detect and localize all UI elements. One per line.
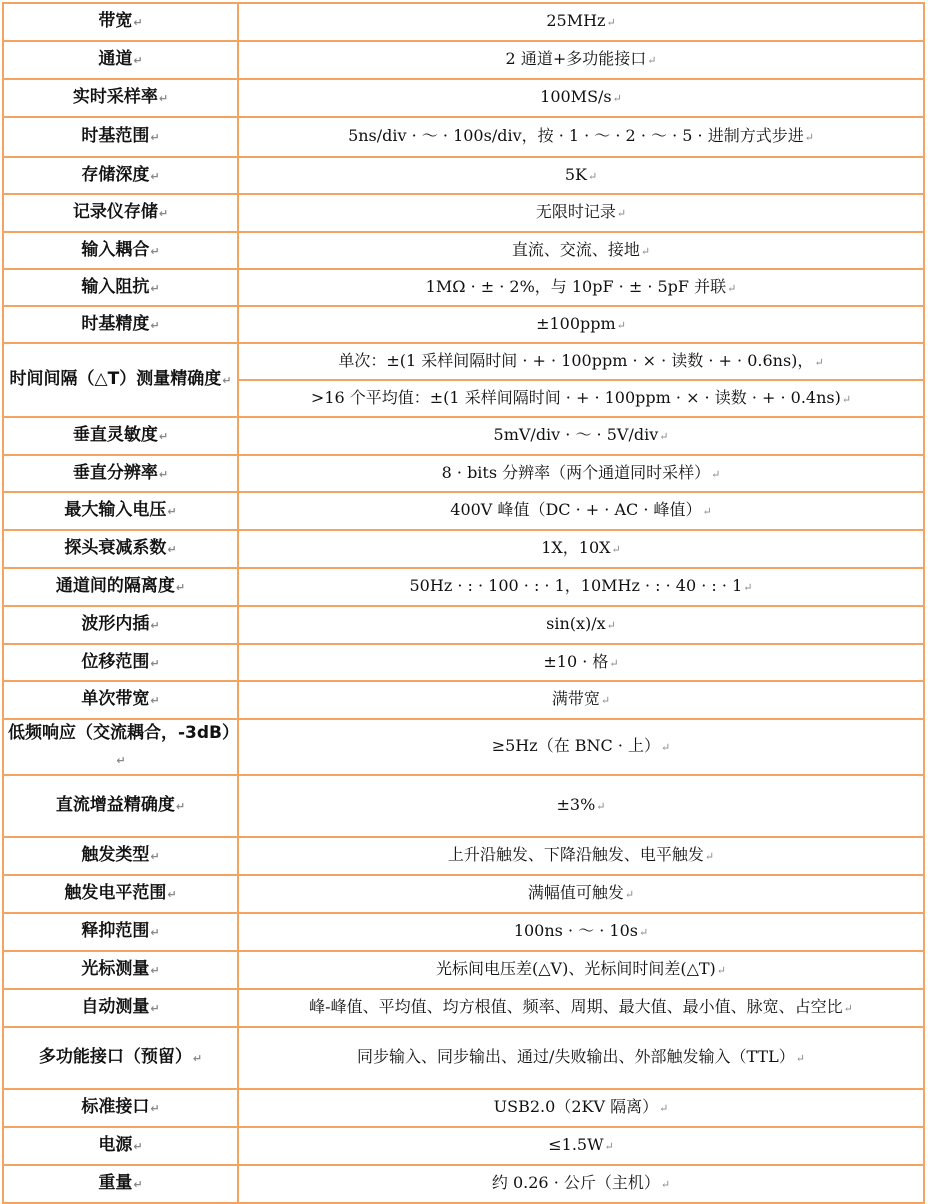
table-row [3, 417, 924, 455]
spec-value [238, 3, 924, 41]
table-row [3, 269, 924, 306]
return-mark-icon: ↵ [616, 318, 626, 332]
spec-label-text: 带宽 [98, 11, 133, 31]
spec-label-text: 单次带宽 [81, 689, 150, 709]
spec-label [3, 875, 238, 913]
spec-label-text: 通道 [98, 49, 133, 69]
spec-value-text: 满带宽 [551, 689, 600, 708]
spec-value-text: 5K [564, 164, 587, 184]
spec-label [3, 989, 238, 1027]
table-row [3, 568, 924, 606]
return-mark-icon: ↵ [596, 800, 606, 813]
return-mark-icon: ↵ [133, 16, 143, 29]
spec-label [3, 606, 238, 644]
return-mark-icon: ↵ [843, 1002, 853, 1015]
return-mark-icon: ↵ [604, 1140, 614, 1153]
spec-label [3, 1165, 238, 1203]
table-row [3, 606, 924, 644]
return-mark-icon: ↵ [192, 1052, 203, 1065]
return-mark-icon: ↵ [638, 926, 649, 939]
spec-label [3, 232, 238, 269]
spec-label [3, 417, 238, 455]
table-row [3, 194, 924, 232]
spec-value [238, 719, 924, 775]
return-mark-icon: ↵ [222, 374, 232, 387]
spec-value-text: 5ns/div · ～ · 100s/div，按 · 1 · ～ · 2 · ～ · 5 · 进制方式步进 [348, 126, 804, 145]
spec-label [3, 1127, 238, 1165]
table-row [3, 455, 924, 492]
spec-value-text: 光标间电压差(△V)、光标间时间差(△T) [435, 959, 716, 978]
spec-value [238, 417, 924, 455]
spec-value-text: 400V 峰值（DC · + · AC · 峰值） [450, 500, 702, 519]
return-mark-icon: ↵ [158, 92, 169, 105]
spec-label-text: 最大输入电压 [64, 500, 167, 520]
return-mark-icon: ↵ [150, 926, 160, 939]
table-row [3, 157, 924, 194]
spec-value-text: sin(x)/x [546, 614, 606, 633]
return-mark-icon: ↵ [611, 543, 621, 556]
spec-label-text: 存储深度 [81, 164, 150, 185]
spec-label-text: 光标测量 [81, 959, 150, 979]
spec-label [3, 681, 238, 719]
spec-label-text: 触发类型 [81, 845, 150, 865]
spec-value [238, 492, 924, 530]
spec-value-text: ±100ppm [536, 313, 616, 333]
return-mark-icon: ↵ [814, 355, 824, 369]
return-mark-icon: ↵ [175, 800, 186, 813]
return-mark-icon: ↵ [150, 1102, 160, 1115]
table-row [3, 117, 924, 157]
return-mark-icon: ↵ [150, 619, 160, 632]
spec-value [238, 41, 924, 79]
spec-value [238, 194, 924, 232]
spec-label [3, 194, 238, 232]
spec-value-text: 25MHz [546, 11, 606, 30]
return-mark-icon: ↵ [150, 244, 160, 258]
spec-value-text: 1X，10X [541, 538, 611, 557]
return-mark-icon: ↵ [795, 1052, 805, 1065]
spec-value [238, 1027, 924, 1089]
table-row [3, 837, 924, 875]
spec-label-text: 通道间的隔离度 [55, 576, 175, 596]
spec-label [3, 719, 238, 775]
spec-label-text: 直流增益精确度 [55, 795, 175, 815]
spec-value [238, 269, 924, 306]
spec-label [3, 3, 238, 41]
spec-value [238, 455, 924, 492]
return-mark-icon: ↵ [150, 850, 160, 863]
table-row [3, 79, 924, 117]
spec-label-text: 输入耦合 [81, 239, 150, 260]
spec-label-text: 低频响应（交流耦合，-3dB） [8, 723, 240, 743]
spec-label-text: 重量 [98, 1173, 133, 1193]
return-mark-icon: ↵ [158, 467, 169, 481]
spec-label [3, 913, 238, 951]
return-mark-icon: ↵ [150, 169, 160, 183]
return-mark-icon: ↵ [727, 281, 737, 295]
spec-value [238, 530, 924, 568]
spec-label-text: 电源 [98, 1135, 133, 1155]
spec-value-text: 约 0.26 · 公斤（主机） [491, 1173, 660, 1192]
return-mark-icon: ↵ [659, 1102, 669, 1115]
return-mark-icon: ↵ [743, 581, 753, 594]
spec-value [238, 1165, 924, 1203]
spec-label-text: 记录仪存储 [72, 202, 158, 222]
spec-value [238, 775, 924, 837]
spec-value [238, 79, 924, 117]
spec-label [3, 306, 238, 343]
spec-label [3, 492, 238, 530]
table-row [3, 875, 924, 913]
spec-label [3, 269, 238, 306]
return-mark-icon: ↵ [150, 1002, 160, 1015]
table-row [3, 951, 924, 989]
return-mark-icon: ↵ [133, 54, 143, 67]
return-mark-icon: ↵ [150, 281, 160, 295]
return-mark-icon: ↵ [606, 16, 616, 29]
table-row [3, 41, 924, 79]
spec-label-text: 触发电平范围 [64, 883, 167, 903]
spec-value-text: 峰-峰值、平均值、均方根值、频率、周期、最大值、最小值、脉宽、占空比 [309, 997, 843, 1016]
return-mark-icon: ↵ [167, 888, 177, 901]
table-row [3, 1027, 924, 1089]
spec-value [238, 681, 924, 719]
spec-value-text: 50Hz · : · 100 · : · 1，10MHz · : · 40 · : · 1 [409, 576, 743, 595]
table-row [3, 719, 924, 775]
spec-label [3, 951, 238, 989]
return-mark-icon: ↵ [133, 1140, 143, 1153]
spec-label [3, 343, 238, 417]
return-mark-icon: ↵ [659, 430, 669, 443]
table-row [3, 644, 924, 681]
return-mark-icon: ↵ [661, 741, 671, 754]
return-mark-icon: ↵ [804, 131, 814, 144]
spec-value-text: 直流、交流、接地 [511, 239, 640, 259]
return-mark-icon: ↵ [150, 656, 160, 670]
spec-value-text: 8 · bits 分辨率（两个通道同时采样） [441, 462, 711, 482]
spec-value-text: ±10 · 格 [543, 651, 609, 671]
spec-value-text: 满幅值可触发 [527, 883, 624, 902]
spec-label-text: 波形内插 [81, 614, 150, 634]
spec-value-text: ≤1.5W [548, 1135, 604, 1154]
return-mark-icon: ↵ [167, 543, 177, 556]
table-row [3, 530, 924, 568]
return-mark-icon: ↵ [587, 169, 598, 183]
spec-value-text: 100ns · ～ · 10s [513, 921, 638, 940]
spec-value [238, 989, 924, 1027]
spec-label-text: 时基精度 [81, 313, 150, 334]
spec-label [3, 837, 238, 875]
spec-value [238, 232, 924, 269]
spec-label-text: 探头衰减系数 [64, 538, 167, 558]
spec-value-average-text: >16 个平均值：±(1 采样间隔时间 · + · 100ppm · × · 读数 · + · 0.4ns) [310, 387, 841, 407]
return-mark-icon: ↵ [711, 467, 721, 481]
spec-label [3, 644, 238, 681]
spec-label-text: 垂直灵敏度 [72, 425, 158, 445]
return-mark-icon: ↵ [158, 207, 169, 220]
table-row [3, 232, 924, 269]
spec-value-text: 上升沿触发、下降沿触发、电平触发 [447, 845, 704, 864]
spec-label [3, 41, 238, 79]
return-mark-icon: ↵ [167, 505, 177, 518]
spec-value-text: 同步输入、同步输出、通过/失败输出、外部触发输入（TTL） [357, 1047, 795, 1066]
spec-value-text: ±3% [556, 795, 596, 814]
return-mark-icon: ↵ [616, 207, 627, 220]
return-mark-icon: ↵ [640, 244, 651, 258]
spec-value-single-text: 单次：±(1 采样间隔时间 · + · 100ppm · × · 读数 · + · 0.6ns)， [338, 350, 814, 370]
table-row [3, 492, 924, 530]
spec-label-text: 时间间隔（△T）测量精确度 [9, 369, 222, 389]
table-row [3, 989, 924, 1027]
table-row [3, 3, 924, 41]
spec-label [3, 775, 238, 837]
table-row [3, 913, 924, 951]
spec-value-text: 100MS/s [540, 87, 612, 106]
spec-label-text: 位移范围 [81, 651, 150, 672]
spec-value [238, 913, 924, 951]
table-row [3, 1165, 924, 1203]
spec-value-text: 无限时记录 [535, 202, 616, 221]
spec-label [3, 79, 238, 117]
table-row [3, 1089, 924, 1127]
spec-value [238, 117, 924, 157]
return-mark-icon: ↵ [150, 694, 160, 707]
spec-value [238, 606, 924, 644]
spec-label-text: 标准接口 [81, 1097, 150, 1117]
spec-label-text: 输入阻抗 [81, 276, 150, 297]
return-mark-icon: ↵ [624, 888, 635, 901]
spec-value [238, 875, 924, 913]
spec-label [3, 117, 238, 157]
return-mark-icon: ↵ [116, 754, 126, 767]
spec-value-average [238, 380, 924, 417]
spec-label-text: 自动测量 [81, 997, 150, 1017]
spec-value-single [238, 343, 924, 380]
spec-label [3, 157, 238, 194]
return-mark-icon: ↵ [606, 619, 616, 632]
spec-value [238, 837, 924, 875]
table-row [3, 775, 924, 837]
spec-value-text: ≥5Hz（在 BNC · 上） [491, 736, 661, 755]
return-mark-icon: ↵ [841, 392, 852, 406]
table-row [3, 306, 924, 343]
spec-value-text: USB2.0（2KV 隔离） [493, 1097, 659, 1116]
spec-value-text: 2 通道+多功能接口 [505, 49, 647, 68]
return-mark-icon: ↵ [150, 964, 160, 977]
spec-label [3, 1089, 238, 1127]
spec-label [3, 1027, 238, 1089]
return-mark-icon: ↵ [702, 505, 712, 518]
spec-value [238, 644, 924, 681]
return-mark-icon: ↵ [158, 430, 169, 443]
return-mark-icon: ↵ [704, 850, 715, 863]
return-mark-icon: ↵ [609, 656, 619, 670]
spec-label-text: 时基范围 [81, 126, 150, 146]
spec-value [238, 1089, 924, 1127]
return-mark-icon: ↵ [660, 1178, 671, 1191]
spec-value [238, 157, 924, 194]
spec-label [3, 530, 238, 568]
table-row [3, 681, 924, 719]
spec-label-text: 实时采样率 [72, 87, 158, 107]
spec-value [238, 1127, 924, 1165]
spec-label [3, 455, 238, 492]
spec-label-text: 释抑范围 [81, 921, 150, 941]
spec-label [3, 568, 238, 606]
return-mark-icon: ↵ [647, 54, 657, 67]
return-mark-icon: ↵ [716, 964, 727, 977]
spec-table [2, 2, 925, 1204]
table-row [3, 1127, 924, 1165]
spec-value-text: 5mV/div · ～ · 5V/div [493, 425, 659, 444]
return-mark-icon: ↵ [150, 131, 160, 144]
spec-label-text: 垂直分辨率 [72, 462, 158, 483]
return-mark-icon: ↵ [175, 581, 186, 594]
return-mark-icon: ↵ [612, 92, 622, 105]
spec-value [238, 306, 924, 343]
spec-value [238, 951, 924, 989]
return-mark-icon: ↵ [600, 694, 611, 707]
spec-label-text: 多功能接口（预留） [38, 1047, 192, 1067]
return-mark-icon: ↵ [150, 318, 160, 332]
return-mark-icon: ↵ [133, 1178, 143, 1191]
spec-value-text: 1MΩ · ± · 2%，与 10pF · ± · 5pF 并联 [425, 276, 727, 296]
table-row [3, 343, 924, 380]
spec-value [238, 568, 924, 606]
